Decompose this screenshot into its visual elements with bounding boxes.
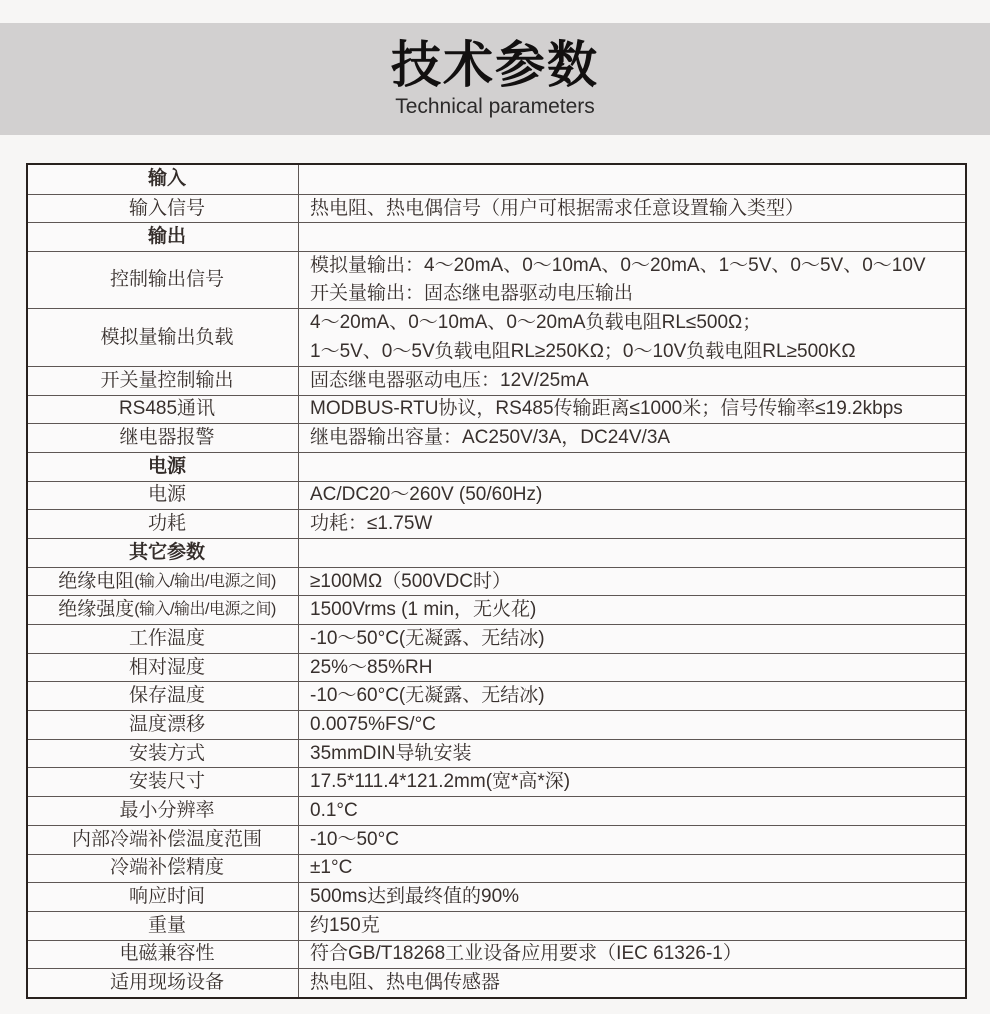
header-band xyxy=(0,23,990,135)
spec-value-line: 继电器输出容量：AC250V/3A，DC24V/3A xyxy=(310,427,671,449)
spec-label: 电源 xyxy=(28,453,299,481)
spec-label: 相对湿度 xyxy=(28,654,299,682)
page-subtitle: Technical parameters xyxy=(395,94,595,118)
spec-label: 模拟量输出负载 xyxy=(28,309,299,365)
spec-row xyxy=(28,767,965,796)
spec-label: 电源 xyxy=(28,482,299,510)
spec-value xyxy=(299,396,965,424)
spec-label: 输入 xyxy=(28,165,299,194)
spec-row xyxy=(28,681,965,710)
spec-value xyxy=(299,223,965,251)
spec-row xyxy=(28,194,965,223)
spec-label: 绝缘强度 (输入/输出/电源之间) xyxy=(28,596,299,624)
spec-label: 电磁兼容性 xyxy=(28,941,299,969)
spec-section-row xyxy=(28,452,965,481)
spec-value-line: 约150克 xyxy=(310,914,380,936)
spec-value-line: 17.5*111.4*121.2mm(宽*高*深) xyxy=(310,771,571,793)
spec-row xyxy=(28,940,965,969)
spec-label: 内部冷端补偿温度范围 xyxy=(28,826,299,854)
spec-value-line: 0.0075%FS/°C xyxy=(310,713,436,735)
spec-label-suffix: (输入/输出/电源之间) xyxy=(134,601,276,619)
spec-value-line: 0.1°C xyxy=(310,800,358,821)
spec-section-row xyxy=(28,222,965,251)
spec-label: 响应时间 xyxy=(28,883,299,911)
spec-value xyxy=(299,195,965,223)
spec-row xyxy=(28,739,965,768)
spec-label: RS485通讯 xyxy=(28,396,299,424)
spec-value-line: MODBUS-RTU协议，RS485传输距离≤1000米；信号传输率≤19.2kbps xyxy=(310,398,903,420)
spec-value xyxy=(299,625,965,653)
spec-value-line: -10～50°C(无凝露、无结冰) xyxy=(310,627,545,649)
spec-label: 冷端补偿精度 xyxy=(28,855,299,883)
spec-value-line: ±1°C xyxy=(310,857,353,879)
spec-row xyxy=(28,481,965,510)
spec-value-line: 热电阻、热电偶传感器 xyxy=(310,972,501,994)
spec-value xyxy=(299,453,965,481)
spec-label: 继电器报警 xyxy=(28,424,299,452)
spec-value xyxy=(299,568,965,596)
spec-label: 重量 xyxy=(28,912,299,940)
spec-value-line: 固态继电器驱动电压：12V/25mA xyxy=(310,369,589,391)
spec-value-line: 符合GB/T18268工业设备应用要求（IEC 61326-1） xyxy=(310,943,742,965)
spec-value xyxy=(299,539,965,567)
spec-value xyxy=(299,768,965,796)
spec-value xyxy=(299,969,965,997)
spec-table xyxy=(26,163,967,999)
spec-value-line: AC/DC20～260V (50/60Hz) xyxy=(310,484,543,506)
spec-label-suffix: (输入/输出/电源之间) xyxy=(134,572,276,590)
spec-label: 安装方式 xyxy=(28,740,299,768)
spec-row xyxy=(28,308,965,365)
spec-value xyxy=(299,424,965,452)
spec-row xyxy=(28,825,965,854)
spec-row xyxy=(28,366,965,395)
spec-row xyxy=(28,567,965,596)
spec-value xyxy=(299,941,965,969)
spec-row xyxy=(28,509,965,538)
spec-value xyxy=(299,883,965,911)
spec-value xyxy=(299,367,965,395)
spec-row xyxy=(28,854,965,883)
spec-section-row xyxy=(28,538,965,567)
spec-label: 开关量控制输出 xyxy=(28,367,299,395)
spec-value xyxy=(299,740,965,768)
spec-value xyxy=(299,711,965,739)
spec-row xyxy=(28,423,965,452)
page-title: 技术参数 xyxy=(391,37,599,94)
spec-label: 保存温度 xyxy=(28,682,299,710)
spec-row xyxy=(28,968,965,997)
spec-label: 工作温度 xyxy=(28,625,299,653)
spec-value xyxy=(299,912,965,940)
spec-value-line: 35mmDIN导轨安装 xyxy=(310,742,472,764)
spec-value xyxy=(299,855,965,883)
spec-section-row xyxy=(28,165,965,194)
spec-row xyxy=(28,251,965,308)
spec-value-line: 4～20mA、0～10mA、0～20mA负载电阻RL≤500Ω； xyxy=(310,311,762,333)
spec-label: 其它参数 xyxy=(28,539,299,567)
spec-value xyxy=(299,596,965,624)
spec-row xyxy=(28,911,965,940)
spec-row xyxy=(28,796,965,825)
spec-value-line: 功耗：≤1.75W xyxy=(310,513,433,535)
spec-value xyxy=(299,309,965,365)
spec-row xyxy=(28,653,965,682)
spec-value-line: 热电阻、热电偶信号（用户可根据需求任意设置输入类型） xyxy=(310,197,805,219)
spec-value xyxy=(299,797,965,825)
spec-value-line: 500ms达到最终值的90% xyxy=(310,886,520,908)
spec-label: 输出 xyxy=(28,223,299,251)
spec-value xyxy=(299,654,965,682)
spec-value-line: -10～50°C xyxy=(310,828,399,850)
spec-value xyxy=(299,165,965,194)
spec-value xyxy=(299,682,965,710)
spec-value xyxy=(299,482,965,510)
spec-value-line: 1～5V、0～5V负载电阻RL≥250KΩ；0～10V负载电阻RL≥500KΩ xyxy=(310,340,856,362)
spec-label: 功耗 xyxy=(28,510,299,538)
spec-value-line: 开关量输出：固态继电器驱动电压输出 xyxy=(310,283,634,305)
spec-value xyxy=(299,510,965,538)
spec-row xyxy=(28,624,965,653)
spec-label: 输入信号 xyxy=(28,195,299,223)
spec-value-line: 25%～85%RH xyxy=(310,656,433,678)
spec-value-line: ≥100MΩ（500VDC时） xyxy=(310,570,511,592)
spec-value-line: -10～60°C(无凝露、无结冰) xyxy=(310,685,545,707)
spec-row xyxy=(28,395,965,424)
spec-value-line: 1500Vrms (1 min，无火花) xyxy=(310,599,537,621)
spec-label: 绝缘电阻 (输入/输出/电源之间) xyxy=(28,568,299,596)
spec-value xyxy=(299,252,965,308)
spec-label: 温度漂移 xyxy=(28,711,299,739)
spec-label: 最小分辨率 xyxy=(28,797,299,825)
spec-label: 安装尺寸 xyxy=(28,768,299,796)
spec-value-line: 模拟量输出：4～20mA、0～10mA、0～20mA、1～5V、0～5V、0～10V xyxy=(310,254,926,276)
spec-row xyxy=(28,595,965,624)
spec-row xyxy=(28,882,965,911)
spec-label: 控制输出信号 xyxy=(28,252,299,308)
spec-row xyxy=(28,710,965,739)
spec-value xyxy=(299,826,965,854)
spec-label: 适用现场设备 xyxy=(28,969,299,997)
